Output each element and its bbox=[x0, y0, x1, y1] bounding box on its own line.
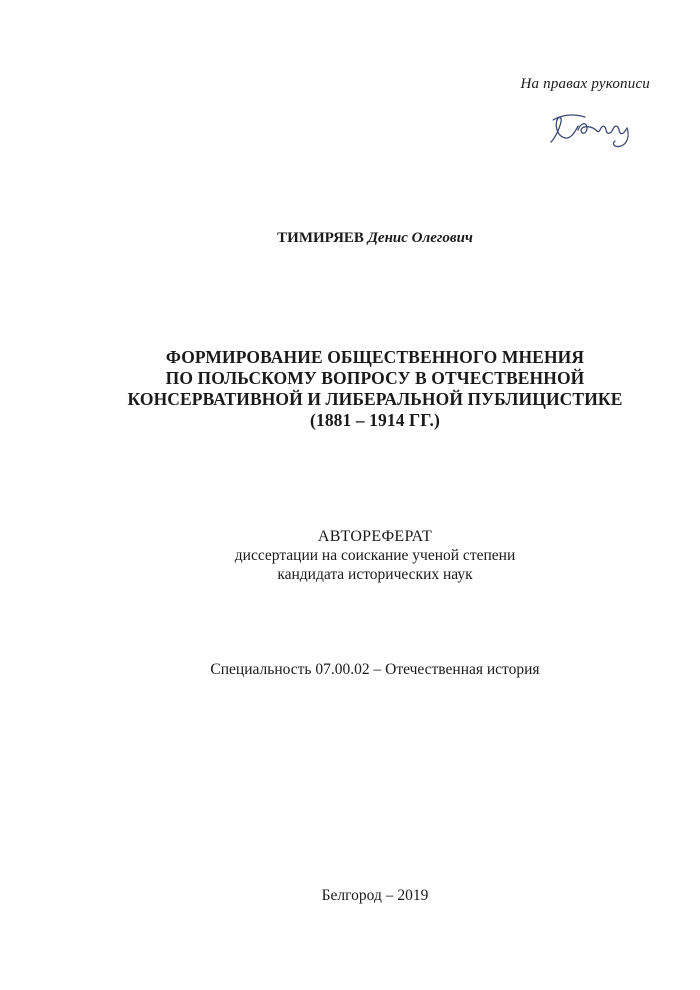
document-genre bbox=[0, 527, 700, 584]
handwritten-signature bbox=[545, 108, 640, 150]
rights-note: На правах рукописи bbox=[520, 76, 650, 92]
specialty-line: Специальность 07.00.02 – Отечественная история bbox=[210, 661, 540, 678]
genre-line: диссертации на соискание ученой степени bbox=[234, 547, 516, 564]
author-surname: ТИМИРЯЕВ bbox=[277, 230, 364, 246]
dissertation-title bbox=[0, 347, 700, 431]
title-line: КОНСЕРВАТИВНОЙ И ЛИБЕРАЛЬНОЙ ПУБЛИЦИСТИКЕ bbox=[127, 389, 623, 409]
title-line: ПО ПОЛЬСКОМУ ВОПРОСУ В ОТЧЕСТВЕННОЙ bbox=[165, 368, 585, 388]
author-given-names: Денис Олегович bbox=[367, 230, 473, 246]
author-name bbox=[0, 230, 700, 247]
city-year: Белгород – 2019 bbox=[321, 887, 429, 904]
genre-heading: АВТОРЕФЕРАТ bbox=[317, 528, 433, 545]
title-line: (1881 – 1914 ГГ.) bbox=[310, 410, 440, 430]
title-line: ФОРМИРОВАНИЕ ОБЩЕСТВЕННОГО МНЕНИЯ bbox=[165, 347, 585, 367]
genre-line: кандидата исторических наук bbox=[277, 566, 473, 583]
